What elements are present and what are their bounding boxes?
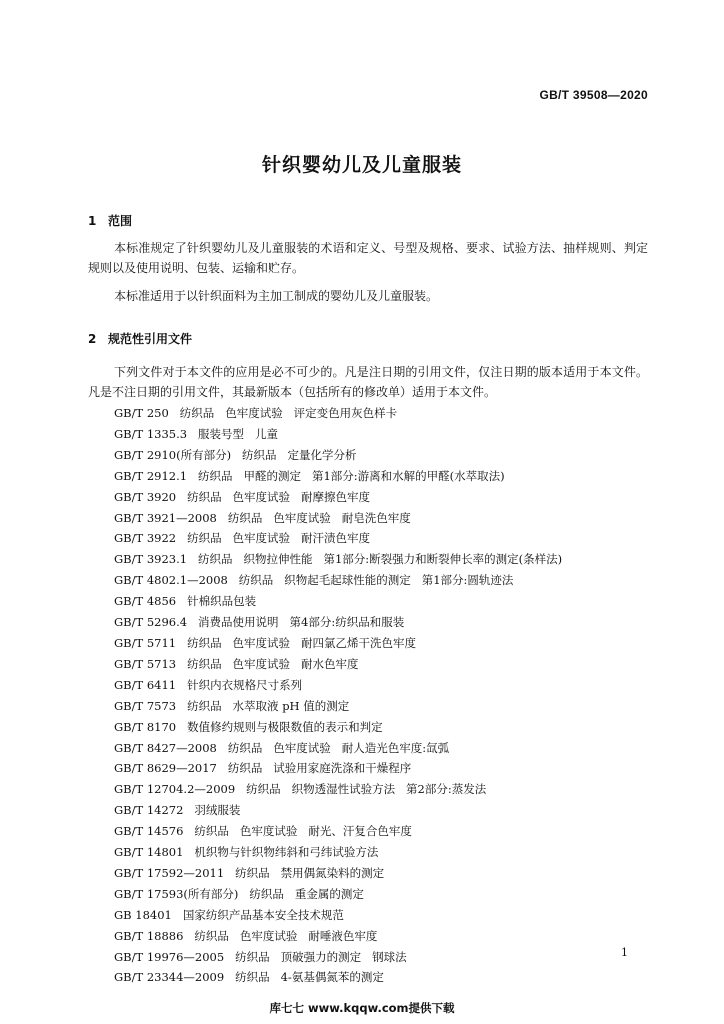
reference-item: GB/T 17592—2011 纺织品 禁用偶氮染料的测定 (114, 865, 385, 880)
reference-item: GB/T 8629—2017 纺织品 试验用家庭洗涤和干燥程序 (114, 761, 412, 776)
reference-item: GB/T 5713 纺织品 色牢度试验 耐水色牢度 (114, 656, 359, 671)
reference-item: GB/T 18886 纺织品 色牢度试验 耐唾液色牢度 (114, 928, 378, 943)
reference-item: GB/T 250 纺织品 色牢度试验 评定变色用灰色样卡 (114, 406, 398, 420)
reference-item: GB/T 17593(所有部分) 纺织品 重金属的测定 (114, 886, 364, 901)
section-1-paragraph-2: 本标准适用于以针织面料为主加工制成的婴幼儿及儿童服装。 (114, 289, 439, 303)
reference-item: GB 18401 国家纺织产品基本安全技术规范 (114, 907, 344, 922)
footer-download-note: 库七七 www.kqqw.com提供下载 (269, 1001, 455, 1015)
reference-item: GB/T 14272 羽绒服装 (114, 803, 241, 818)
reference-list (114, 403, 562, 988)
section-2-number: 2 (88, 332, 97, 346)
reference-item: GB/T 3920 纺织品 色牢度试验 耐摩擦色牢度 (114, 489, 371, 504)
reference-item: GB/T 14576 纺织品 色牢度试验 耐光、汗复合色牢度 (114, 824, 412, 839)
reference-item: GB/T 12704.2—2009 纺织品 织物透湿性试验方法 第2部分:蒸发法 (114, 782, 487, 797)
reference-item: GB/T 7573 纺织品 水萃取液 pH 值的测定 (114, 698, 350, 713)
section-1-heading (88, 212, 132, 229)
reference-item: GB/T 5711 纺织品 色牢度试验 耐四氯乙烯干洗色牢度 (114, 635, 417, 650)
reference-item: GB/T 6411 针织内衣规格尺寸系列 (114, 677, 303, 692)
page-number: 1 (621, 946, 628, 959)
reference-item: GB/T 4856 针棉织品包装 (114, 594, 257, 609)
reference-item: GB/T 23344—2009 纺织品 4-氨基偶氮苯的测定 (114, 970, 384, 985)
reference-item: GB/T 5296.4 消费品使用说明 第4部分:纺织品和服装 (114, 615, 405, 630)
reference-item: GB/T 2910(所有部分) 纺织品 定量化学分析 (114, 447, 357, 462)
section-2-heading (88, 330, 192, 347)
reference-item: GB/T 3921—2008 纺织品 色牢度试验 耐皂洗色牢度 (114, 510, 411, 525)
reference-item: GB/T 8170 数值修约规则与极限数值的表示和判定 (114, 719, 383, 734)
reference-item: GB/T 4802.1—2008 纺织品 织物起毛起球性能的测定 第1部分:圆轨迹法 (114, 573, 514, 588)
standard-code: GB/T 39508—2020 (539, 88, 648, 102)
section-1-paragraph-1: 本标准规定了针织婴幼儿及儿童服装的术语和定义、号型及规格、要求、试验方法、抽样规则、判定规则以及使用说明、包装、运输和贮存。 (88, 241, 648, 275)
reference-item: GB/T 3923.1 纺织品 织物拉伸性能 第1部分:断裂强力和断裂伸长率的测定(条样法) (114, 552, 563, 567)
document-title: 针织婴幼儿及儿童服装 (261, 154, 462, 176)
section-2-title: 规范性引用文件 (108, 332, 193, 346)
reference-item: GB/T 19976—2005 纺织品 顶破强力的测定 钢球法 (114, 949, 407, 964)
reference-item: GB/T 3922 纺织品 色牢度试验 耐汗渍色牢度 (114, 531, 371, 546)
section-2-paragraph-1: 下列文件对于本文件的应用是必不可少的。凡是注日期的引用文件，仅注日期的版本适用于本文件。凡是不注日期的引用文件，其最新版本（包括所有的修改单）适用于本文件。 (88, 365, 648, 399)
reference-item: GB/T 2912.1 纺织品 甲醛的测定 第1部分:游离和水解的甲醛(水萃取法) (114, 468, 505, 483)
reference-item: GB/T 1335.3 服装号型 儿童 (114, 426, 279, 441)
reference-item: GB/T 8427—2008 纺织品 色牢度试验 耐人造光色牢度:氙弧 (114, 740, 450, 755)
section-1-title: 范围 (108, 214, 133, 228)
section-1-number: 1 (88, 214, 97, 228)
reference-item: GB/T 14801 机织物与针织物纬斜和弓纬试验方法 (114, 845, 379, 860)
